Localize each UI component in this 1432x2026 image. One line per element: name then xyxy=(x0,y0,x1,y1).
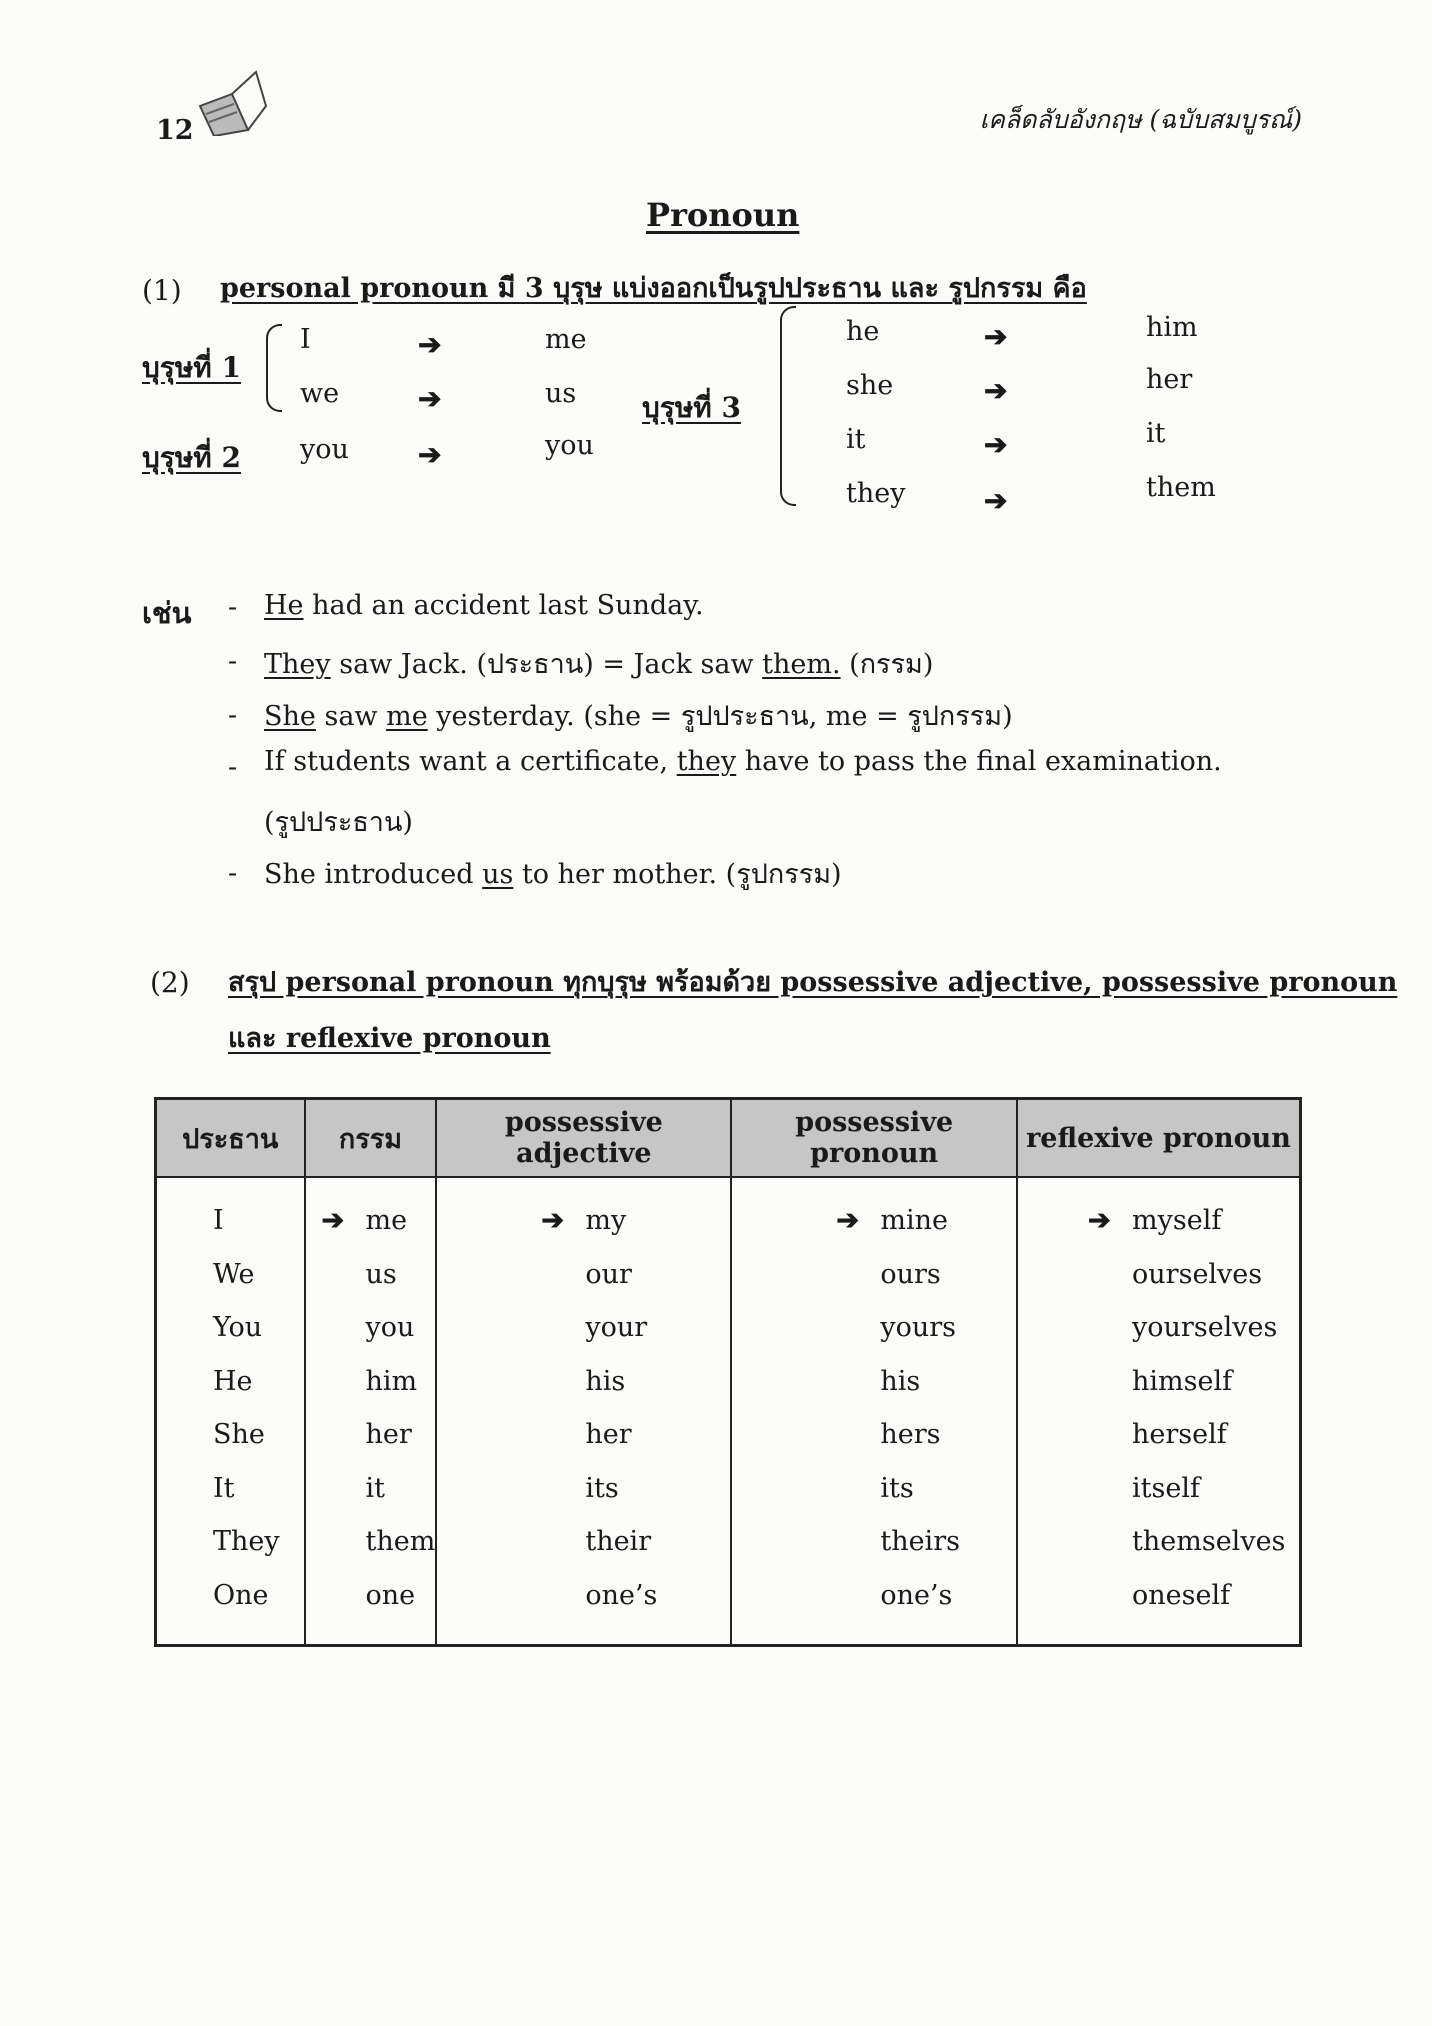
table-cell xyxy=(157,1569,304,1623)
table-cell xyxy=(306,1355,436,1409)
header-possessive-adjective: possessive adjective xyxy=(436,1099,731,1178)
arrow-icon: ➔ xyxy=(984,484,1008,517)
table-cell-text: its xyxy=(880,1472,914,1504)
table-cell xyxy=(1018,1248,1299,1302)
table-cell xyxy=(437,1462,730,1516)
example-line xyxy=(264,852,842,895)
arrow-icon: ➔ xyxy=(418,382,442,415)
subject-pronoun: it xyxy=(846,424,866,455)
section-2-heading-line-1: สรุป personal pronoun ทุกบุรุษ พร้อมด้วย possessive adjective, possessive pronoun xyxy=(228,967,1398,998)
example-text: If students want a certificate, xyxy=(264,746,677,777)
arrow-icon: ➔ xyxy=(321,1205,345,1236)
section-1-heading: personal pronoun มี 3 บุรุษ แบ่งออกเป็นรูปประธาน และ รูปกรรม คือ xyxy=(220,273,1087,304)
table-cell-text: theirs xyxy=(880,1526,960,1557)
object-pronoun: them xyxy=(1146,472,1216,503)
table-cell-text: us xyxy=(365,1258,397,1290)
table-cell xyxy=(1018,1301,1299,1355)
column-subject xyxy=(156,1177,305,1646)
table-cell-text: his xyxy=(585,1365,626,1397)
object-pronoun: her xyxy=(1146,364,1193,395)
example-text: (กรรม) xyxy=(840,649,934,680)
person-1-label: บุรุษที่ 1 xyxy=(142,351,241,384)
example-text: to her mother. (รูปกรรม) xyxy=(513,859,842,890)
table-cell-text: your xyxy=(585,1312,648,1343)
table-cell-text: my xyxy=(585,1205,627,1236)
table-cell xyxy=(157,1248,304,1302)
object-pronoun: me xyxy=(545,324,587,355)
arrow-icon: ➔ xyxy=(984,320,1008,353)
example-text: yesterday. (she = รูปประธาน, me = รูปกรรม) xyxy=(427,701,1013,732)
table-cell xyxy=(157,1408,304,1462)
table-cell xyxy=(157,1355,304,1409)
table-cell-text: one’s xyxy=(585,1579,658,1611)
table-cell xyxy=(1018,1408,1299,1462)
table-cell xyxy=(306,1248,436,1302)
table-cell-text: him xyxy=(365,1365,418,1397)
table-cell-text: He xyxy=(213,1365,253,1397)
subject-pronoun: she xyxy=(846,370,894,401)
underlined-pronoun: them. xyxy=(762,649,841,680)
subject-pronoun: we xyxy=(300,378,340,409)
table-cell xyxy=(1018,1355,1299,1409)
arrow-icon: ➔ xyxy=(836,1205,859,1236)
table-cell-text: She xyxy=(213,1419,265,1450)
arrow-icon: ➔ xyxy=(984,374,1008,407)
table-cell-text: it xyxy=(365,1472,386,1504)
table-cell xyxy=(157,1194,304,1248)
table-cell-text: himself xyxy=(1132,1365,1233,1397)
example-dash: - xyxy=(228,700,238,731)
subject-pronoun: I xyxy=(300,324,311,355)
table-cell-text: hers xyxy=(880,1419,941,1450)
table-header-row xyxy=(156,1099,1301,1178)
table-cell xyxy=(732,1408,1016,1462)
example-text: She introduced xyxy=(264,859,483,890)
table-cell-text: ourselves xyxy=(1132,1258,1263,1290)
header-possessive-pronoun: possessive pronoun xyxy=(731,1099,1017,1178)
table-cell xyxy=(437,1301,730,1355)
example-line xyxy=(264,694,1013,737)
section-2-heading-line-2: และ reflexive pronoun xyxy=(228,1023,551,1054)
underlined-pronoun: He xyxy=(264,590,304,621)
table-cell xyxy=(732,1248,1016,1302)
table-cell xyxy=(306,1408,436,1462)
table-body-row xyxy=(156,1177,1301,1646)
table-cell-text: oneself xyxy=(1132,1579,1231,1611)
page-number: 12 xyxy=(156,115,194,146)
book-icon xyxy=(196,66,270,136)
underlined-pronoun: She xyxy=(264,701,316,732)
column-possessive-adjective xyxy=(436,1177,731,1646)
example-line xyxy=(264,590,704,621)
table-cell xyxy=(306,1194,436,1248)
example-dash: - xyxy=(228,858,238,889)
table-cell xyxy=(437,1355,730,1409)
table-cell-text: yourselves xyxy=(1132,1312,1278,1343)
underlined-pronoun: they xyxy=(676,746,737,777)
table-cell xyxy=(306,1301,436,1355)
table-cell xyxy=(306,1569,436,1623)
example-continuation: (รูปประธาน) xyxy=(264,807,413,838)
table-cell-text: one xyxy=(365,1579,416,1611)
arrow-icon: ➔ xyxy=(418,328,442,361)
header-object: กรรม xyxy=(305,1099,437,1178)
table-cell-text: one’s xyxy=(880,1579,953,1611)
person-3-brace xyxy=(780,306,796,506)
table-cell-text: its xyxy=(585,1472,619,1504)
subject-pronoun: he xyxy=(846,316,880,347)
table-cell xyxy=(1018,1194,1299,1248)
example-text: have to pass the final examination. xyxy=(736,746,1222,777)
underlined-pronoun: They xyxy=(264,649,331,680)
table-cell xyxy=(1018,1515,1299,1569)
table-cell xyxy=(437,1515,730,1569)
column-object xyxy=(305,1177,437,1646)
table-cell-text: They xyxy=(213,1526,280,1557)
table-cell xyxy=(437,1248,730,1302)
table-cell-text: themselves xyxy=(1132,1526,1286,1557)
table-cell xyxy=(732,1301,1016,1355)
table-cell xyxy=(732,1194,1016,1248)
running-head: เคล็ดลับอังกฤษ (ฉบับสมบูรณ์) xyxy=(979,105,1302,134)
examples-label: เช่น xyxy=(142,596,192,630)
object-pronoun: it xyxy=(1146,418,1166,449)
table-cell xyxy=(732,1515,1016,1569)
table-cell-text: me xyxy=(365,1205,408,1236)
table-cell-text: our xyxy=(585,1258,632,1290)
table-cell xyxy=(437,1408,730,1462)
table-cell-text: his xyxy=(880,1365,921,1397)
example-line xyxy=(264,746,1222,777)
example-dash: - xyxy=(228,592,238,623)
table-cell xyxy=(437,1569,730,1623)
table-cell xyxy=(157,1515,304,1569)
table-cell-text: herself xyxy=(1132,1419,1227,1450)
table-cell-text: One xyxy=(213,1579,269,1611)
section-1-number: (1) xyxy=(142,274,182,307)
example-dash: - xyxy=(228,752,238,783)
page-title: Pronoun xyxy=(646,196,800,234)
table-cell-text: I xyxy=(213,1205,224,1236)
column-reflexive-pronoun xyxy=(1017,1177,1300,1646)
table-cell-text: yours xyxy=(880,1312,957,1343)
underlined-pronoun: me xyxy=(386,701,428,732)
subject-pronoun: they xyxy=(846,478,906,509)
table-cell-text: myself xyxy=(1132,1205,1222,1236)
table-cell xyxy=(306,1515,436,1569)
table-cell-text: It xyxy=(213,1472,235,1504)
table-cell-text: We xyxy=(213,1258,255,1290)
table-cell xyxy=(732,1462,1016,1516)
person-1-brace xyxy=(266,324,282,412)
example-line xyxy=(264,642,933,685)
object-pronoun: us xyxy=(545,378,577,409)
example-text: saw Jack. (ประธาน) = Jack saw xyxy=(330,649,763,680)
arrow-icon: ➔ xyxy=(418,438,442,471)
table-cell-text: itself xyxy=(1132,1472,1200,1504)
arrow-icon: ➔ xyxy=(541,1205,564,1236)
underlined-pronoun: us xyxy=(482,859,514,890)
object-pronoun: you xyxy=(545,430,594,461)
table-cell xyxy=(1018,1462,1299,1516)
table-cell xyxy=(1018,1569,1299,1623)
header-reflexive-pronoun: reflexive pronoun xyxy=(1017,1099,1300,1178)
table-cell-text: mine xyxy=(880,1205,948,1236)
table-cell xyxy=(732,1569,1016,1623)
table-cell-text: her xyxy=(365,1419,412,1450)
table-cell xyxy=(437,1194,730,1248)
arrow-icon: ➔ xyxy=(1088,1205,1111,1236)
arrow-icon: ➔ xyxy=(984,428,1008,461)
table-cell-text: you xyxy=(365,1312,415,1343)
object-pronoun: him xyxy=(1146,312,1198,343)
table-cell xyxy=(732,1355,1016,1409)
person-2-label: บุรุษที่ 2 xyxy=(142,441,241,474)
table-cell xyxy=(157,1301,304,1355)
pronoun-summary-table xyxy=(154,1097,1302,1647)
column-possessive-pronoun xyxy=(731,1177,1017,1646)
table-cell xyxy=(157,1462,304,1516)
table-cell-text: You xyxy=(213,1312,263,1343)
example-dash: - xyxy=(228,646,238,677)
table-cell xyxy=(306,1462,436,1516)
person-3-label: บุรุษที่ 3 xyxy=(642,391,741,424)
table-cell-text: her xyxy=(585,1419,632,1450)
example-text: saw xyxy=(315,701,387,732)
table-cell-text: their xyxy=(585,1526,652,1557)
example-text: had an accident last Sunday. xyxy=(303,590,704,621)
section-2-number: (2) xyxy=(150,966,190,999)
header-subject: ประธาน xyxy=(156,1099,305,1178)
table-cell-text: them xyxy=(365,1526,436,1557)
subject-pronoun: you xyxy=(300,434,349,465)
table-cell-text: ours xyxy=(880,1258,941,1290)
